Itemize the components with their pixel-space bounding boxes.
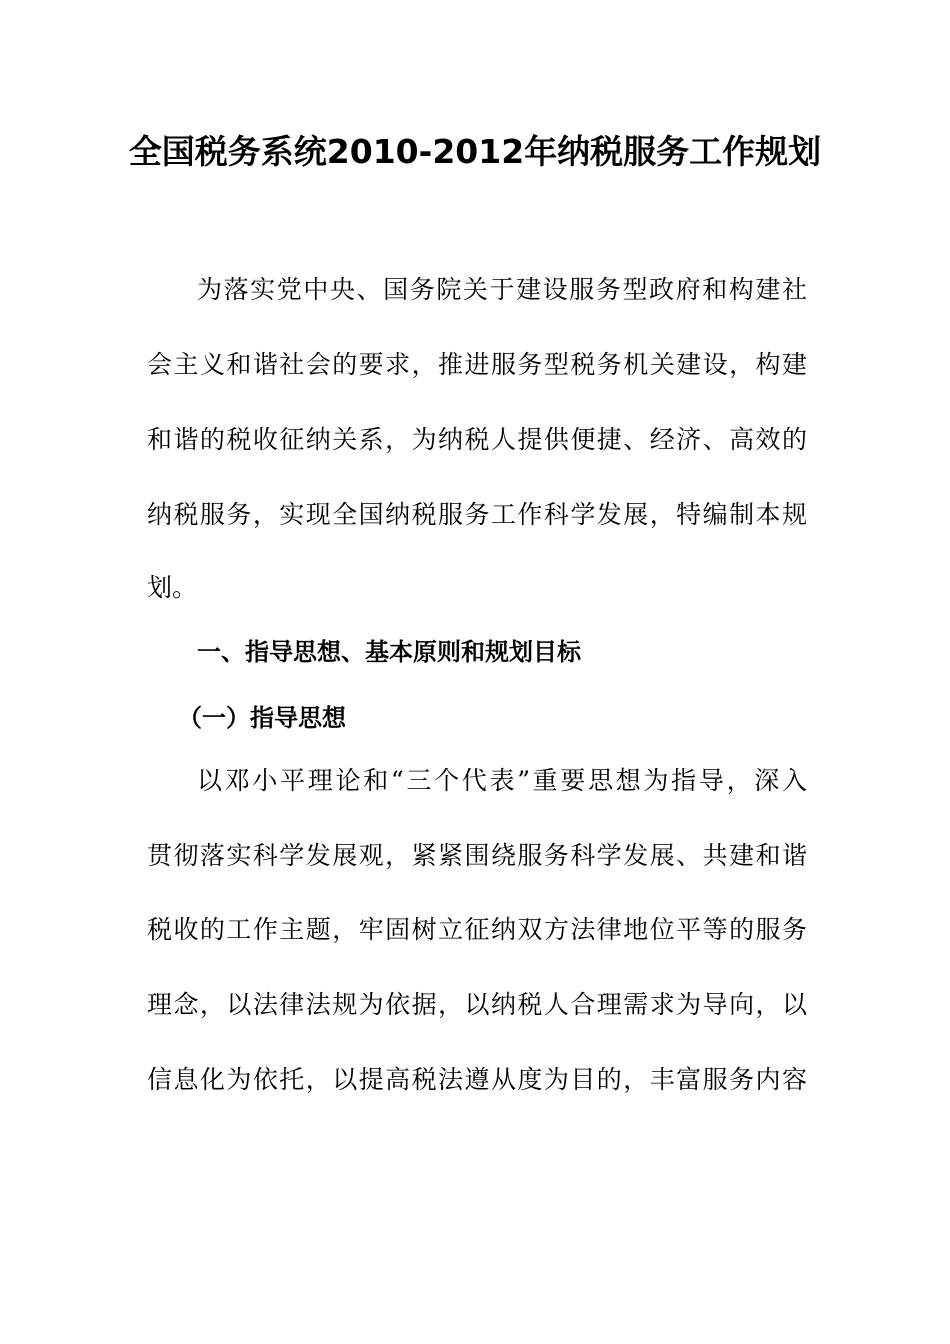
intro-paragraph-line: 为落实党中央、国务院关于建设服务型政府和构建社 [197, 275, 807, 304]
guiding-paragraph-line: 理念，以法律法规为依据，以纳税人合理需求为导向，以 [147, 990, 807, 1019]
guiding-paragraph-line: 信息化为依托，以提高税法遵从度为目的，丰富服务内容 [147, 1065, 807, 1094]
guiding-paragraph-line: 税收的工作主题，牢固树立征纳双方法律地位平等的服务 [147, 915, 807, 944]
intro-paragraph-line: 和谐的税收征纳关系，为纳税人提供便捷、经济、高效的 [147, 425, 807, 454]
intro-paragraph-line: 会主义和谐社会的要求，推进服务型税务机关建设，构建 [147, 350, 807, 379]
guiding-paragraph-line: 贯彻落实科学发展观，紧紧围绕服务科学发展、共建和谐 [147, 841, 807, 870]
document-title: 全国税务系统2010-2012年纳税服务工作规划 [128, 132, 822, 171]
intro-paragraph-line: 划。 [147, 573, 198, 602]
intro-paragraph-line: 纳税服务，实现全国纳税服务工作科学发展，特编制本规 [147, 500, 807, 529]
section-heading: 一、指导思想、基本原则和规划目标 [197, 638, 581, 666]
subsection-heading: （一）指导思想 [178, 704, 346, 732]
guiding-paragraph-line: 以邓小平理论和“三个代表”重要思想为指导，深入 [197, 766, 807, 795]
